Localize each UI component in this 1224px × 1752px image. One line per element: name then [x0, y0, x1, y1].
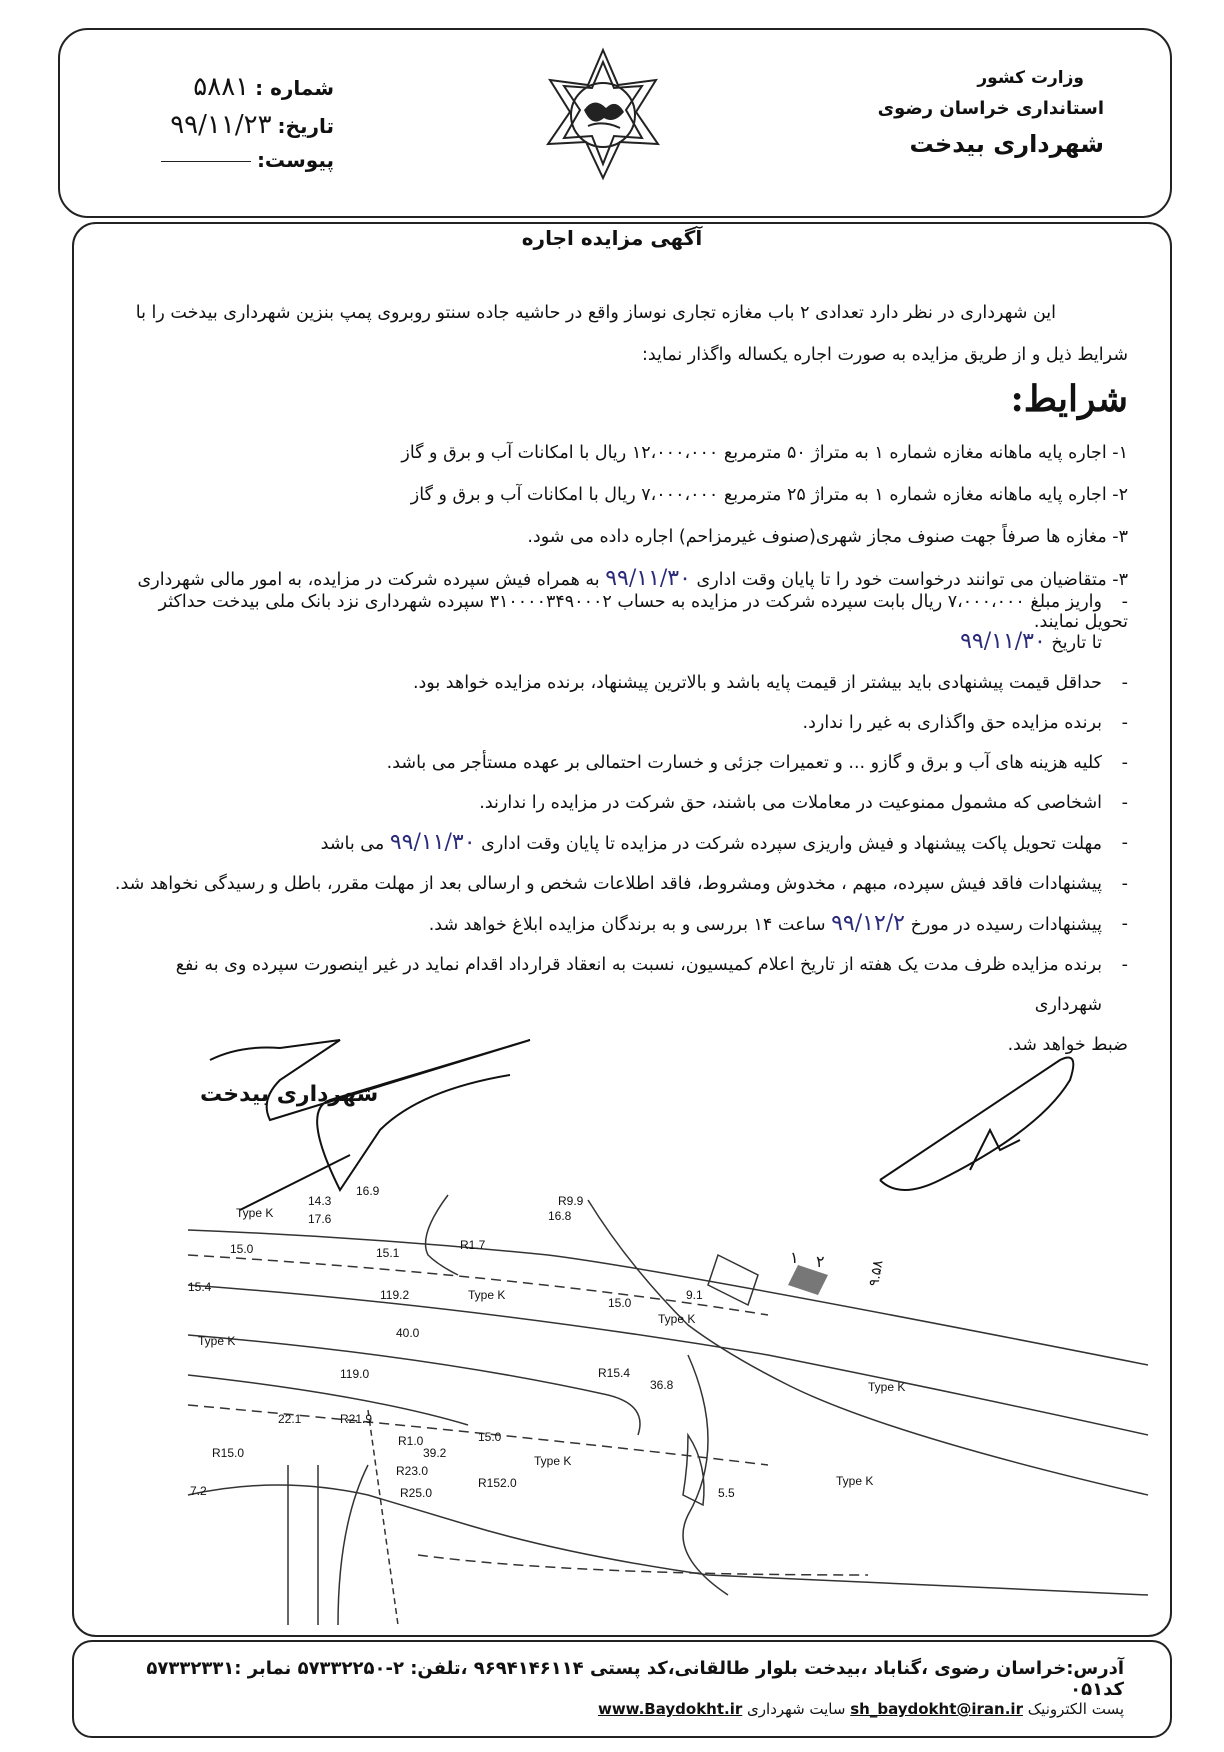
terms-bullet-list	[108, 582, 1128, 1065]
review-text-1: پیشنهادات رسیده در مورخ	[910, 915, 1102, 935]
conditions-heading: شرایط:	[1010, 378, 1128, 420]
winner-text-1: برنده مزایده ظرف مدت یک هفته از تاریخ اعلام کمیسیون، نسبت به انعقاد قرارداد اقدام نماید در غیر اینصورت سپرده وی به نفع شهرداری	[175, 955, 1102, 1015]
review-handwritten-date: ۹۹/۱۲/۲	[831, 911, 905, 936]
plan-label: R15.4	[598, 1366, 631, 1380]
plan-label: 16.9	[356, 1184, 380, 1198]
condition4-handwritten-date: ۹۹/۱۱/۳۰	[605, 566, 691, 591]
plan-label: Type K	[198, 1334, 236, 1348]
signature-scribble	[180, 1040, 1180, 1220]
condition4-continuation: تحویل نمایند.	[1033, 612, 1128, 632]
plan-label: 14.3	[308, 1194, 332, 1208]
attachment-label: پیوست:	[256, 148, 334, 172]
province-name: استانداری خراسان رضوی	[877, 98, 1104, 119]
plan-label: 15.1	[376, 1246, 400, 1260]
announcement-title: آگهی مزایده اجاره	[521, 226, 703, 250]
plan-label: 119.0	[340, 1367, 370, 1381]
deadline-handwritten-date: ۹۹/۱۱/۳۰	[389, 830, 476, 855]
deposit-text: واریز مبلغ ۷،۰۰۰،۰۰۰ ریال بابت سپرده شرکت در مزایده به حساب ۳۱۰۰۰۰۳۴۹۰۰۰۲ سپرده شهرداری نزد بانک ملی بیدخت حداکثر	[158, 592, 1102, 612]
plan-label: Type K	[658, 1312, 696, 1326]
deadline-item	[108, 823, 1128, 864]
bullet-item: - اشخاصی که مشمول ممنوعیت در معاملات می باشند، حق شرکت در مزایده را ندارند.	[108, 783, 1128, 823]
website-link[interactable]: www.Baydokht.ir	[597, 1700, 743, 1718]
plan-label: 5.5	[718, 1486, 735, 1500]
deadline-text-2: می باشد	[320, 834, 385, 854]
plan-label: ۹.۵۸	[865, 1258, 886, 1288]
bullet-item: - کلیه هزینه های آب و برق و گازو ... و تعمیرات جزئی و خسارت احتمالی بر عهده مستأجر می باشد.	[108, 743, 1128, 783]
condition-item: ۱- اجاره پایه ماهانه مغازه شماره ۱ به متراژ ۵۰ مترمربع ۱۲،۰۰۰،۰۰۰ ریال با امکانات آب و برق و گاز	[401, 443, 1128, 463]
plan-label: R152.0	[478, 1476, 517, 1490]
plan-label: 119.2	[380, 1288, 410, 1302]
plan-label: R15.0	[212, 1446, 245, 1460]
footer-contact	[104, 1700, 1124, 1718]
plan-label: 15.0	[478, 1430, 502, 1444]
site-plan-drawing	[168, 1184, 1148, 1625]
number-label: شماره :	[255, 76, 334, 100]
national-emblem-icon	[528, 40, 678, 190]
date-value: ۹۹/۱۱/۲۳	[170, 110, 272, 140]
plan-label: R1.0	[398, 1434, 424, 1448]
plan-label: Type K	[534, 1454, 572, 1468]
plan-label: ۱	[790, 1250, 799, 1267]
footer-address: آدرس:خراسان رضوی ،گناباد ،بیدخت بلوار طالقانی،کد پستی ۹۶۹۴۱۴۶۱۱۴ ،تلفن: ۲-۵۷۳۳۲۲۵۰ نمابر :۵۷۳۳۲۳۳۱ کد۰۵۱	[146, 1658, 1124, 1700]
plan-label: 17.6	[308, 1212, 332, 1226]
review-item	[108, 904, 1128, 945]
winner-text-2: ضبط خواهد شد.	[1007, 1035, 1128, 1055]
plan-label: 16.8	[548, 1209, 572, 1223]
letter-number-row	[124, 72, 334, 102]
plan-label: R21.9	[340, 1412, 373, 1426]
email-label: پست الکترونیک	[1027, 1700, 1124, 1718]
plan-label: 40.0	[396, 1326, 420, 1340]
plan-label: R23.0	[396, 1464, 429, 1478]
plan-label: 9.1	[686, 1288, 703, 1302]
condition4-text-2: به همراه فیش سپرده شرکت در مزایده، به امور مالی شهرداری	[137, 570, 600, 590]
municipality-name: شهرداری بیدخت	[909, 130, 1104, 158]
date-label: تاریخ:	[277, 114, 334, 138]
condition-item: ۳- مغازه ها صرفاً جهت صنوف مجاز شهری(صنوف غیرمزاحم) اجاره داده می شود.	[527, 527, 1128, 547]
deposit-handwritten-date: ۹۹/۱۱/۳۰	[960, 629, 1046, 654]
plan-label: R9.9	[558, 1194, 584, 1208]
plan-label: Type K	[468, 1288, 506, 1302]
review-text-2: ساعت ۱۴ بررسی و به برندگان مزایده ابلاغ خواهد شد.	[428, 915, 826, 935]
intro-paragraph	[108, 292, 1128, 376]
plan-label: Type K	[236, 1206, 274, 1220]
invalid-offers-item: - پیشنهادات فاقد فیش سپرده، مبهم ، مخدوش ومشروط، فاقد اطلاعات شخص و ارسالی بعد از مهلت مقرر، باطل و رسیدگی نخواهد شد.	[108, 864, 1128, 904]
attachment-row	[124, 148, 334, 172]
deadline-text-1: مهلت تحویل پاکت پیشنهاد و فیش واریزی سپرده شرکت در مزایده تا پایان وقت اداری	[481, 834, 1102, 854]
bullet-item: - حداقل قیمت پیشنهادی باید بیشتر از قیمت پایه باشد و بالاترین پیشنهاد، برنده مزایده خواهد بود.	[108, 663, 1128, 703]
plan-label: 15.0	[230, 1242, 254, 1256]
intro-line-2: شرایط ذیل و از طریق مزایده به صورت اجاره یکساله واگذار نماید:	[641, 345, 1128, 365]
site-plan-labels	[188, 1184, 905, 1500]
letter-date-row	[124, 110, 334, 140]
plan-label: Type K	[836, 1474, 874, 1488]
plan-label: 39.2	[423, 1446, 447, 1460]
site-label: سایت شهرداری	[747, 1700, 846, 1718]
municipality-stamp: شهرداری بیدخت	[200, 1082, 379, 1107]
condition4-text-1: ۳- متقاضیان می توانند درخواست خود را تا پایان وقت اداری	[696, 570, 1128, 590]
condition-item: ۲- اجاره پایه ماهانه مغازه شماره ۱ به متراژ ۲۵ مترمربع ۷،۰۰۰،۰۰۰ ریال با امکانات آب و برق و گاز	[410, 485, 1128, 505]
plan-label: 15.4	[188, 1280, 212, 1294]
ministry-name: وزارت کشور	[977, 68, 1084, 88]
plan-label: ۲	[816, 1254, 825, 1271]
plan-label: 7.2	[190, 1484, 207, 1498]
email-link[interactable]: sh_baydokht@iran.ir	[850, 1700, 1023, 1718]
plan-label: R25.0	[400, 1486, 433, 1500]
number-value: ۵۸۸۱	[193, 72, 250, 102]
bullet-item: - برنده مزایده حق واگذاری به غیر را ندارد.	[108, 703, 1128, 743]
intro-line-1: این شهرداری در نظر دارد تعدادی ۲ باب مغازه تجاری نوساز واقع در حاشیه جاده سنتو روبروی پمپ بنزین شهرداری بیدخت را با	[135, 303, 1056, 323]
plan-label: Type K	[868, 1380, 906, 1394]
plan-label: R1.7	[460, 1238, 486, 1252]
deposit-item	[108, 582, 1128, 663]
attachment-blank-line	[161, 161, 251, 162]
plan-label: 22.1	[278, 1412, 302, 1426]
plan-label: 36.8	[650, 1378, 674, 1392]
plan-label: 15.0	[608, 1296, 632, 1310]
deposit-until-label: تا تاریخ	[1051, 633, 1102, 653]
